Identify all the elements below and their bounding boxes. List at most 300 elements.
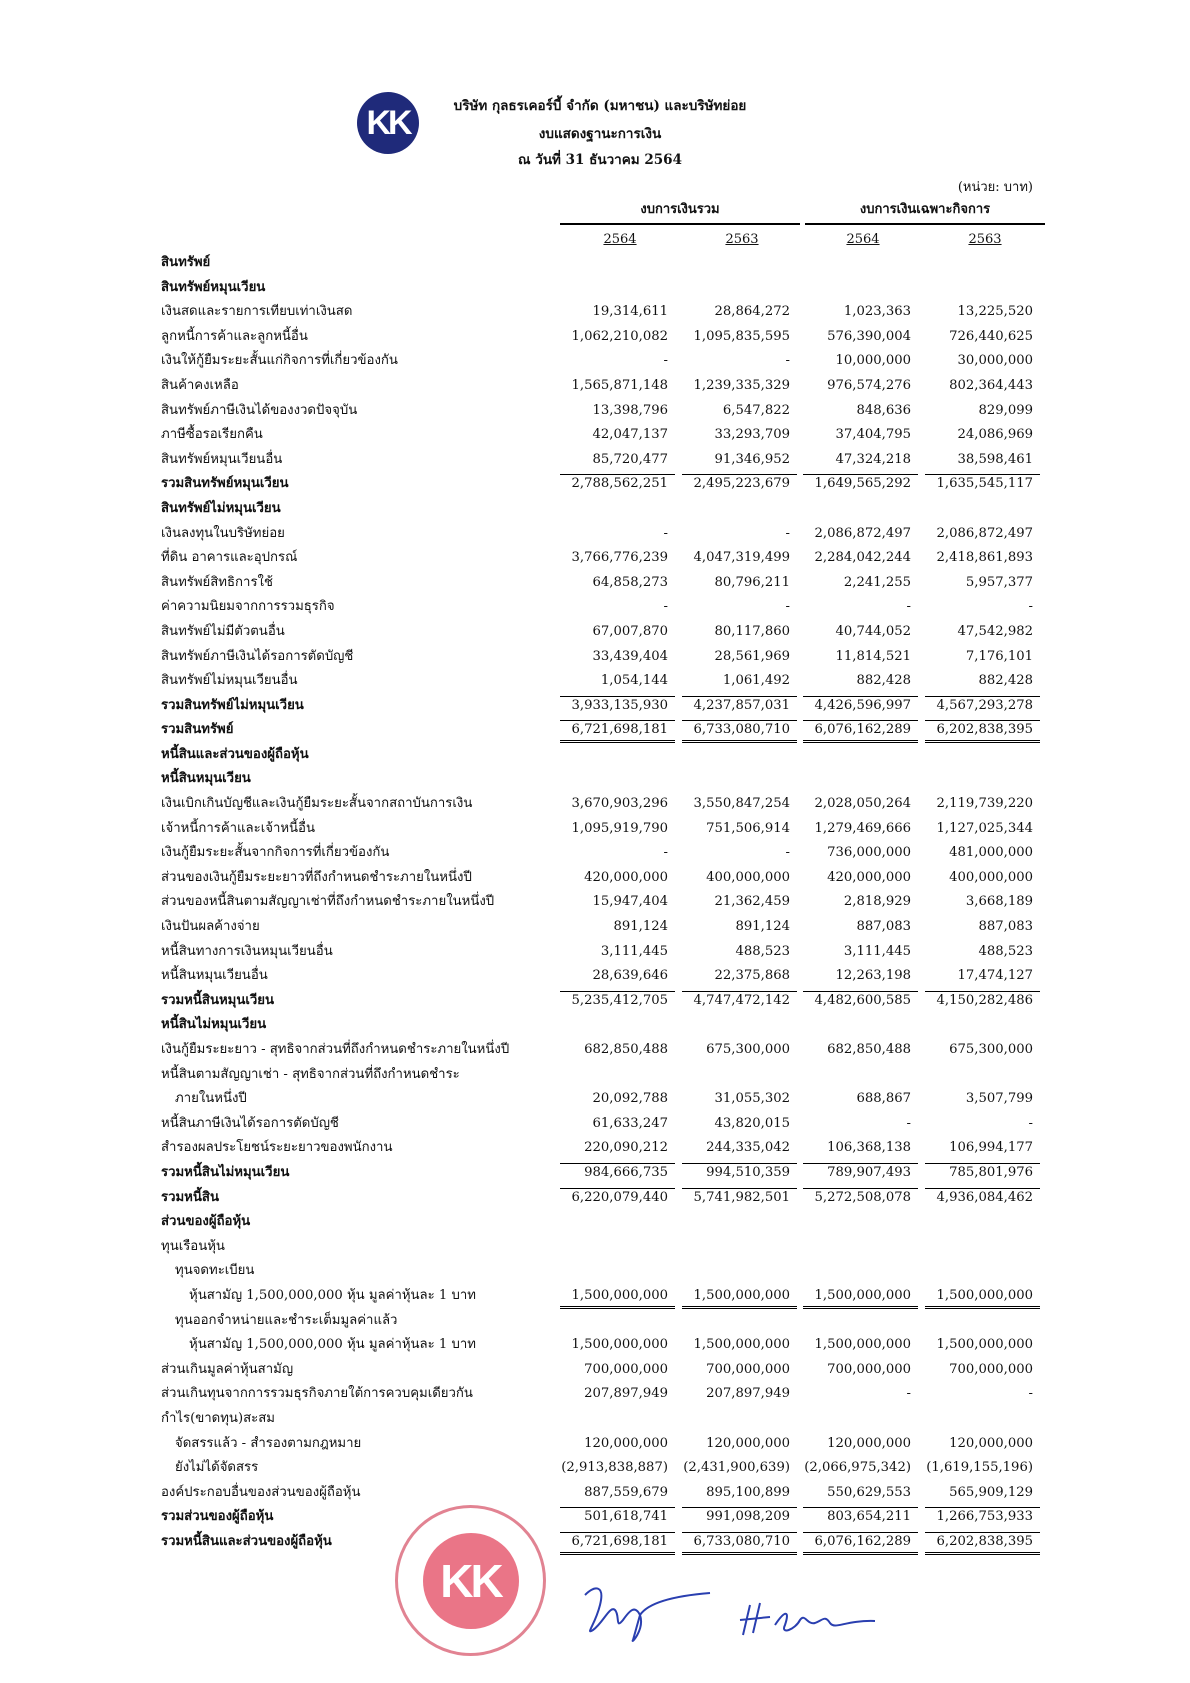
table-row xyxy=(0,1309,1190,1334)
cell-value: 1,500,000,000 xyxy=(571,1337,668,1353)
row-label: ลูกหนี้การค้าและลูกหนี้อื่น xyxy=(161,328,308,344)
subtotal-rule xyxy=(682,991,797,992)
cell-value: 1,500,000,000 xyxy=(814,1337,911,1353)
cell-value: 11,814,521 xyxy=(835,648,911,664)
subtotal-rule xyxy=(682,696,797,697)
row-label: กำไร(ขาดทุน)สะสม xyxy=(161,1410,275,1426)
subtotal-rule xyxy=(803,1507,918,1508)
cell-value: 28,639,646 xyxy=(592,968,668,984)
cell-value: 5,272,508,078 xyxy=(814,1189,911,1205)
company-seal xyxy=(395,1505,546,1656)
row-label: เจ้าหนี้การค้าและเจ้าหนี้อื่น xyxy=(161,820,315,836)
row-label: เงินให้กู้ยืมระยะสั้นแก่กิจการที่เกี่ยวข้องกัน xyxy=(161,353,398,369)
subtotal-rule xyxy=(682,474,797,475)
row-label: ส่วนของผู้ถือหุ้น xyxy=(161,1214,251,1230)
subtotal-rule xyxy=(682,1163,797,1164)
total-double-rule xyxy=(803,1552,918,1555)
cell-value: - xyxy=(906,1115,911,1131)
row-label: สินทรัพย์หมุนเวียน xyxy=(161,279,266,295)
total-double-rule xyxy=(682,1552,797,1555)
table-row xyxy=(0,890,1190,915)
cell-value: 420,000,000 xyxy=(584,869,668,885)
row-label: ยังไม่ได้จัดสรร xyxy=(175,1460,259,1476)
cell-value: 10,000,000 xyxy=(835,353,911,369)
row-label: เงินลงทุนในบริษัทย่อย xyxy=(161,525,285,541)
row-label: ทุนเรือนหุ้น xyxy=(161,1238,225,1254)
table-heading-row xyxy=(0,1013,1190,1038)
cell-value: 991,098,209 xyxy=(706,1509,790,1525)
cell-value: 3,550,847,254 xyxy=(693,796,790,812)
cell-value: 85,720,477 xyxy=(592,451,668,467)
cell-value: 565,909,129 xyxy=(949,1484,1033,1500)
cell-value: 17,474,127 xyxy=(957,968,1033,984)
subtotal-rule xyxy=(560,1188,675,1189)
cell-value: 37,404,795 xyxy=(835,427,911,443)
cell-value: - xyxy=(663,353,668,369)
cell-value: 61,633,247 xyxy=(592,1115,668,1131)
cell-value: 984,666,735 xyxy=(584,1164,668,1180)
cell-value: 700,000,000 xyxy=(827,1361,911,1377)
table-heading-row xyxy=(0,718,1190,743)
subtotal-rule xyxy=(803,696,918,697)
cell-value: 12,263,198 xyxy=(835,968,911,984)
cell-value: 4,936,084,462 xyxy=(936,1189,1033,1205)
cell-value: 700,000,000 xyxy=(706,1361,790,1377)
subtotal-rule xyxy=(925,1188,1040,1189)
cell-value: 829,099 xyxy=(978,402,1033,418)
cell-value: 1,500,000,000 xyxy=(571,1287,668,1303)
subtotal-rule xyxy=(803,991,918,992)
cell-value: 6,076,162,289 xyxy=(814,722,911,738)
cell-value: 1,649,565,292 xyxy=(814,476,911,492)
cell-value: 802,364,443 xyxy=(949,377,1033,393)
table-row xyxy=(0,571,1190,596)
cell-value: 5,235,412,705 xyxy=(571,992,668,1008)
cell-value: - xyxy=(1028,1115,1033,1131)
cell-value: 682,850,488 xyxy=(827,1042,911,1057)
cell-value: 550,629,553 xyxy=(827,1484,911,1500)
cell-value: 481,000,000 xyxy=(949,845,1033,861)
table-row xyxy=(0,1432,1190,1457)
cell-value: 700,000,000 xyxy=(949,1361,1033,1377)
table-row xyxy=(0,1407,1190,1432)
table-heading-row xyxy=(0,767,1190,792)
cell-value: 1,500,000,000 xyxy=(693,1337,790,1353)
cell-value: 15,947,404 xyxy=(592,894,668,910)
table-row xyxy=(0,1063,1190,1088)
cell-value: - xyxy=(663,599,668,615)
cell-value: 2,028,050,264 xyxy=(814,796,911,812)
row-label: สินทรัพย์สิทธิการใช้ xyxy=(161,574,273,590)
cell-value: (1,619,155,196) xyxy=(926,1460,1033,1476)
cell-value: 6,721,698,181 xyxy=(571,1533,668,1549)
table-row xyxy=(0,940,1190,965)
statement-date: ณ วันที่ 31 ธันวาคม 2564 xyxy=(518,152,682,168)
row-label: หนี้สินหมุนเวียนอื่น xyxy=(161,968,268,984)
subtotal-rule xyxy=(803,474,918,475)
table-heading-row xyxy=(0,276,1190,301)
table-row xyxy=(0,645,1190,670)
row-label: สินทรัพย์ภาษีเงินได้ของงวดปัจจุบัน xyxy=(161,402,358,418)
cell-value: 6,721,698,181 xyxy=(571,722,668,738)
cell-value: - xyxy=(663,525,668,541)
cell-value: (2,913,838,887) xyxy=(561,1460,668,1476)
table-row xyxy=(0,399,1190,424)
row-label: รวมสินทรัพย์ xyxy=(161,722,234,738)
cell-value: 688,867 xyxy=(856,1091,911,1107)
subtotal-rule xyxy=(925,1163,1040,1164)
row-label: ส่วนเกินทุนจากการรวมธุรกิจภายใต้การควบคุมเดียวกัน xyxy=(161,1386,473,1402)
cell-value: 420,000,000 xyxy=(827,869,911,885)
cell-value: 6,202,838,395 xyxy=(936,1533,1033,1549)
cell-value: 33,439,404 xyxy=(592,648,668,664)
cell-value: 1,095,835,595 xyxy=(693,328,790,344)
cell-value: 43,820,015 xyxy=(714,1115,790,1131)
cell-value: 67,007,870 xyxy=(592,623,668,639)
row-label: สินทรัพย์ไม่หมุนเวียน xyxy=(161,500,281,516)
cell-value: 785,801,976 xyxy=(949,1164,1033,1180)
cell-value: 5,741,982,501 xyxy=(693,1189,790,1205)
row-label: รวมหนี้สินไม่หมุนเวียน xyxy=(161,1164,290,1180)
cell-value: 3,111,445 xyxy=(600,943,668,959)
row-label: รวมหนี้สิน xyxy=(161,1189,219,1205)
signature-2 xyxy=(735,1595,885,1645)
cell-value: 5,957,377 xyxy=(965,574,1033,590)
row-label: หนี้สินทางการเงินหมุนเวียนอื่น xyxy=(161,943,333,959)
row-label: หนี้สินหมุนเวียน xyxy=(161,771,251,787)
row-label: เงินกู้ยืมระยะยาว - สุทธิจากส่วนที่ถึงกำหนดชำระภายในหนึ่งปี xyxy=(161,1042,510,1057)
cell-value: 22,375,868 xyxy=(714,968,790,984)
cell-value: 2,818,929 xyxy=(843,894,911,910)
cell-value: 91,346,952 xyxy=(714,451,790,467)
cell-value: 488,523 xyxy=(978,943,1033,959)
cell-value: 887,559,679 xyxy=(584,1484,668,1500)
column-year: 2564 xyxy=(846,232,880,247)
table-heading-row xyxy=(0,989,1190,1014)
cell-value: 220,090,212 xyxy=(584,1140,668,1156)
cell-value: 4,426,596,997 xyxy=(814,697,911,713)
cell-value: 736,000,000 xyxy=(827,845,911,861)
cell-value: 501,618,741 xyxy=(584,1509,668,1525)
subtotal-rule xyxy=(560,696,675,697)
table-row xyxy=(0,817,1190,842)
cell-value: 13,225,520 xyxy=(957,304,1033,320)
cell-value: - xyxy=(785,525,790,541)
table-heading-row xyxy=(0,1186,1190,1211)
row-label: สินค้าคงเหลือ xyxy=(161,377,239,393)
table-row xyxy=(0,1112,1190,1137)
row-label: สินทรัพย์ภาษีเงินได้รอการตัดบัญชี xyxy=(161,648,354,664)
balance-sheet-table xyxy=(0,251,1190,1554)
row-label: หุ้นสามัญ 1,500,000,000 หุ้น มูลค่าหุ้นละ 1 บาท xyxy=(189,1287,476,1303)
cell-value: 803,654,211 xyxy=(827,1509,911,1525)
table-row xyxy=(0,1456,1190,1481)
table-row xyxy=(0,325,1190,350)
table-row xyxy=(0,669,1190,694)
cell-value: 700,000,000 xyxy=(584,1361,668,1377)
table-row xyxy=(0,792,1190,817)
table-row xyxy=(0,546,1190,571)
cell-value: 6,547,822 xyxy=(722,402,790,418)
row-label: สินทรัพย์หมุนเวียนอื่น xyxy=(161,451,283,467)
table-row xyxy=(0,964,1190,989)
subtotal-rule xyxy=(560,720,675,721)
cell-value: 4,047,319,499 xyxy=(693,550,790,566)
cell-value: 4,482,600,585 xyxy=(814,992,911,1008)
table-row xyxy=(0,866,1190,891)
subtotal-rule xyxy=(803,1532,918,1533)
column-year: 2563 xyxy=(725,232,759,247)
cell-value: - xyxy=(785,845,790,861)
cell-value: 1,023,363 xyxy=(843,304,911,320)
cell-value: - xyxy=(785,353,790,369)
subtotal-rule xyxy=(925,474,1040,475)
cell-value: 207,897,949 xyxy=(584,1386,668,1402)
cell-value: 1,500,000,000 xyxy=(814,1287,911,1303)
cell-value: 33,293,709 xyxy=(714,427,790,443)
cell-value: 576,390,004 xyxy=(827,328,911,344)
cell-value: 6,733,080,710 xyxy=(693,1533,790,1549)
row-label: สำรองผลประโยชน์ระยะยาวของพนักงาน xyxy=(161,1140,393,1156)
table-heading-row xyxy=(0,1161,1190,1186)
row-label: ส่วนของเงินกู้ยืมระยะยาวที่ถึงกำหนดชำระภายในหนึ่งปี xyxy=(161,869,472,885)
cell-value: 120,000,000 xyxy=(827,1435,911,1451)
table-row xyxy=(0,841,1190,866)
cell-value: 244,335,042 xyxy=(706,1140,790,1156)
cell-value: 6,202,838,395 xyxy=(936,722,1033,738)
cell-value: - xyxy=(1028,1386,1033,1402)
cell-value: 6,076,162,289 xyxy=(814,1533,911,1549)
cell-value: 891,124 xyxy=(613,919,668,935)
table-row xyxy=(0,620,1190,645)
cell-value: 994,510,359 xyxy=(706,1164,790,1180)
subtotal-rule xyxy=(560,474,675,475)
row-label: ทุนออกจำหน่ายและชำระเต็มมูลค่าแล้ว xyxy=(175,1312,398,1328)
row-label: ทุนจดทะเบียน xyxy=(175,1263,255,1279)
cell-value: 28,864,272 xyxy=(714,304,790,320)
cell-value: 400,000,000 xyxy=(949,869,1033,885)
cell-value: 882,428 xyxy=(978,673,1033,689)
table-heading-row xyxy=(0,694,1190,719)
table-row xyxy=(0,915,1190,940)
cell-value: 120,000,000 xyxy=(706,1435,790,1451)
cell-value: 976,574,276 xyxy=(827,377,911,393)
cell-value: 675,300,000 xyxy=(949,1042,1033,1057)
cell-value: - xyxy=(663,845,668,861)
cell-value: 3,933,135,930 xyxy=(571,697,668,713)
cell-value: 1,127,025,344 xyxy=(936,820,1033,836)
subtotal-rule xyxy=(560,991,675,992)
seal-logo: KK xyxy=(440,1554,501,1607)
cell-value: 1,635,545,117 xyxy=(936,476,1033,492)
subtotal-rule xyxy=(682,1188,797,1189)
table-row xyxy=(0,300,1190,325)
cell-value: 31,055,302 xyxy=(714,1091,790,1107)
subtotal-rule xyxy=(682,1532,797,1533)
cell-value: 891,124 xyxy=(735,919,790,935)
cell-value: 38,598,461 xyxy=(957,451,1033,467)
row-label: รวมส่วนของผู้ถือหุ้น xyxy=(161,1509,274,1525)
row-label: หนี้สินภาษีเงินได้รอการตัดบัญชี xyxy=(161,1115,339,1131)
cell-value: 106,368,138 xyxy=(827,1140,911,1156)
table-row xyxy=(0,374,1190,399)
cell-value: 3,668,189 xyxy=(965,894,1033,910)
company-name: บริษัท กุลธรเคอร์บี้ จำกัด (มหาชน) และบริษัทย่อย xyxy=(453,98,747,114)
table-row xyxy=(0,1358,1190,1383)
table-heading-row xyxy=(0,743,1190,768)
table-row xyxy=(0,448,1190,473)
row-label: จัดสรรแล้ว - สำรองตามกฎหมาย xyxy=(175,1435,362,1451)
row-label: ภาษีซื้อรอเรียกคืน xyxy=(161,427,263,443)
cell-value: - xyxy=(906,599,911,615)
column-year: 2563 xyxy=(968,232,1002,247)
subtotal-rule xyxy=(925,1507,1040,1508)
cell-value: 488,523 xyxy=(735,943,790,959)
cell-value: 4,237,857,031 xyxy=(693,697,790,713)
row-label: เงินกู้ยืมระยะสั้นจากกิจการที่เกี่ยวข้องกัน xyxy=(161,845,390,861)
total-double-rule xyxy=(925,1552,1040,1555)
table-row xyxy=(0,1333,1190,1358)
row-label: ส่วนเกินมูลค่าหุ้นสามัญ xyxy=(161,1361,294,1377)
table-heading-row xyxy=(0,472,1190,497)
cell-value: 6,220,079,440 xyxy=(571,1189,668,1205)
cell-value: 2,284,042,244 xyxy=(814,550,911,566)
cell-value: 882,428 xyxy=(856,673,911,689)
cell-value: 751,506,914 xyxy=(706,820,790,836)
cell-value: 1,061,492 xyxy=(722,673,790,689)
cell-value: 207,897,949 xyxy=(706,1386,790,1402)
cell-value: 20,092,788 xyxy=(592,1091,668,1107)
table-row xyxy=(0,349,1190,374)
row-label: สินทรัพย์ไม่หมุนเวียนอื่น xyxy=(161,673,298,689)
cell-value: 895,100,899 xyxy=(706,1484,790,1500)
cell-value: 887,083 xyxy=(856,919,911,935)
table-row xyxy=(0,1038,1190,1063)
signature-1 xyxy=(575,1575,715,1650)
row-label: ส่วนของหนี้สินตามสัญญาเช่าที่ถึงกำหนดชำระภายในหนึ่งปี xyxy=(161,894,495,910)
table-row xyxy=(0,522,1190,547)
row-label: หนี้สินและส่วนของผู้ถือหุ้น xyxy=(161,746,309,762)
table-row xyxy=(0,423,1190,448)
table-row xyxy=(0,1136,1190,1161)
statement-title: งบแสดงฐานะการเงิน xyxy=(538,126,662,142)
table-row xyxy=(0,1481,1190,1506)
cell-value: 1,062,210,082 xyxy=(571,328,668,344)
subtotal-rule xyxy=(925,991,1040,992)
table-row xyxy=(0,1382,1190,1407)
table-row xyxy=(0,1235,1190,1260)
cell-value: 2,241,255 xyxy=(843,574,911,590)
cell-value: 682,850,488 xyxy=(584,1042,668,1057)
cell-value: 3,111,445 xyxy=(843,943,911,959)
cell-value: 24,086,969 xyxy=(957,427,1033,443)
row-label: องค์ประกอบอื่นของส่วนของผู้ถือหุ้น xyxy=(161,1484,361,1500)
cell-value: 6,733,080,710 xyxy=(693,722,790,738)
total-double-rule xyxy=(560,1552,675,1555)
row-label: รวมสินทรัพย์หมุนเวียน xyxy=(161,476,289,492)
cell-value: 47,324,218 xyxy=(835,451,911,467)
subtotal-rule xyxy=(560,1507,675,1508)
cell-value: 1,565,871,148 xyxy=(571,377,668,393)
cell-value: 1,500,000,000 xyxy=(693,1287,790,1303)
subtotal-rule xyxy=(560,1532,675,1533)
table-heading-row xyxy=(0,251,1190,276)
row-label: สินทรัพย์ไม่มีตัวตนอื่น xyxy=(161,623,285,639)
row-label: รวมสินทรัพย์ไม่หมุนเวียน xyxy=(161,697,304,713)
cell-value: (2,431,900,639) xyxy=(683,1460,790,1476)
cell-value: 80,117,860 xyxy=(714,623,790,639)
cell-value: 789,907,493 xyxy=(827,1164,911,1180)
row-label: รวมหนี้สินหมุนเวียน xyxy=(161,992,275,1008)
cell-value: 4,747,472,142 xyxy=(693,992,790,1008)
row-label: เงินสดและรายการเทียบเท่าเงินสด xyxy=(161,304,353,320)
cell-value: 120,000,000 xyxy=(584,1435,668,1451)
cell-value: 1,054,144 xyxy=(600,673,668,689)
subtotal-rule xyxy=(803,1188,918,1189)
cell-value: 2,495,223,679 xyxy=(693,476,790,492)
table-heading-row xyxy=(0,497,1190,522)
table-row xyxy=(0,1087,1190,1112)
subtotal-rule xyxy=(560,1163,675,1164)
row-label: ค่าความนิยมจากการรวมธุรกิจ xyxy=(161,599,335,615)
cell-value: 40,744,052 xyxy=(835,623,911,639)
cell-value: 1,500,000,000 xyxy=(936,1287,1033,1303)
cell-value: 2,086,872,497 xyxy=(936,525,1033,541)
table-heading-row xyxy=(0,1530,1190,1555)
column-group-consolidated: งบการเงินรวม xyxy=(560,201,800,225)
cell-value: 400,000,000 xyxy=(706,869,790,885)
cell-value: 887,083 xyxy=(978,919,1033,935)
cell-value: - xyxy=(785,599,790,615)
cell-value: - xyxy=(1028,599,1033,615)
cell-value: 3,507,799 xyxy=(965,1091,1033,1107)
cell-value: 7,176,101 xyxy=(965,648,1033,664)
cell-value: 1,279,469,666 xyxy=(814,820,911,836)
cell-value: 4,567,293,278 xyxy=(936,697,1033,713)
cell-value: 106,994,177 xyxy=(949,1140,1033,1156)
cell-value: 2,788,562,251 xyxy=(571,476,668,492)
row-label: สินทรัพย์ xyxy=(161,255,211,270)
subtotal-rule xyxy=(925,1532,1040,1533)
cell-value: 2,119,739,220 xyxy=(936,796,1033,812)
cell-value: 3,670,903,296 xyxy=(571,796,668,812)
column-year: 2564 xyxy=(603,232,637,247)
table-row xyxy=(0,595,1190,620)
row-label: หุ้นสามัญ 1,500,000,000 หุ้น มูลค่าหุ้นละ 1 บาท xyxy=(189,1337,476,1353)
row-label: เงินปันผลค้างจ่าย xyxy=(161,919,260,935)
table-heading-row xyxy=(0,1505,1190,1530)
cell-value: 28,561,969 xyxy=(714,648,790,664)
cell-value: 19,314,611 xyxy=(592,304,668,320)
cell-value: 1,500,000,000 xyxy=(936,1337,1033,1353)
row-label: รวมหนี้สินและส่วนของผู้ถือหุ้น xyxy=(161,1533,332,1549)
cell-value: 30,000,000 xyxy=(957,353,1033,369)
cell-value: 13,398,796 xyxy=(592,402,668,418)
table-heading-row xyxy=(0,1210,1190,1235)
cell-value: 2,086,872,497 xyxy=(814,525,911,541)
cell-value: 47,542,982 xyxy=(957,623,1033,639)
cell-value: 848,636 xyxy=(856,402,911,418)
row-label: หนี้สินไม่หมุนเวียน xyxy=(161,1017,267,1033)
table-row xyxy=(0,1259,1190,1284)
cell-value: 64,858,273 xyxy=(592,574,668,590)
table-row xyxy=(0,1284,1190,1309)
unit-label: (หน่วย: บาท) xyxy=(957,180,1033,195)
row-label: ภายในหนึ่งปี xyxy=(175,1091,247,1107)
subtotal-rule xyxy=(803,720,918,721)
cell-value: 21,362,459 xyxy=(714,894,790,910)
row-label: ที่ดิน อาคารและอุปกรณ์ xyxy=(161,550,298,566)
